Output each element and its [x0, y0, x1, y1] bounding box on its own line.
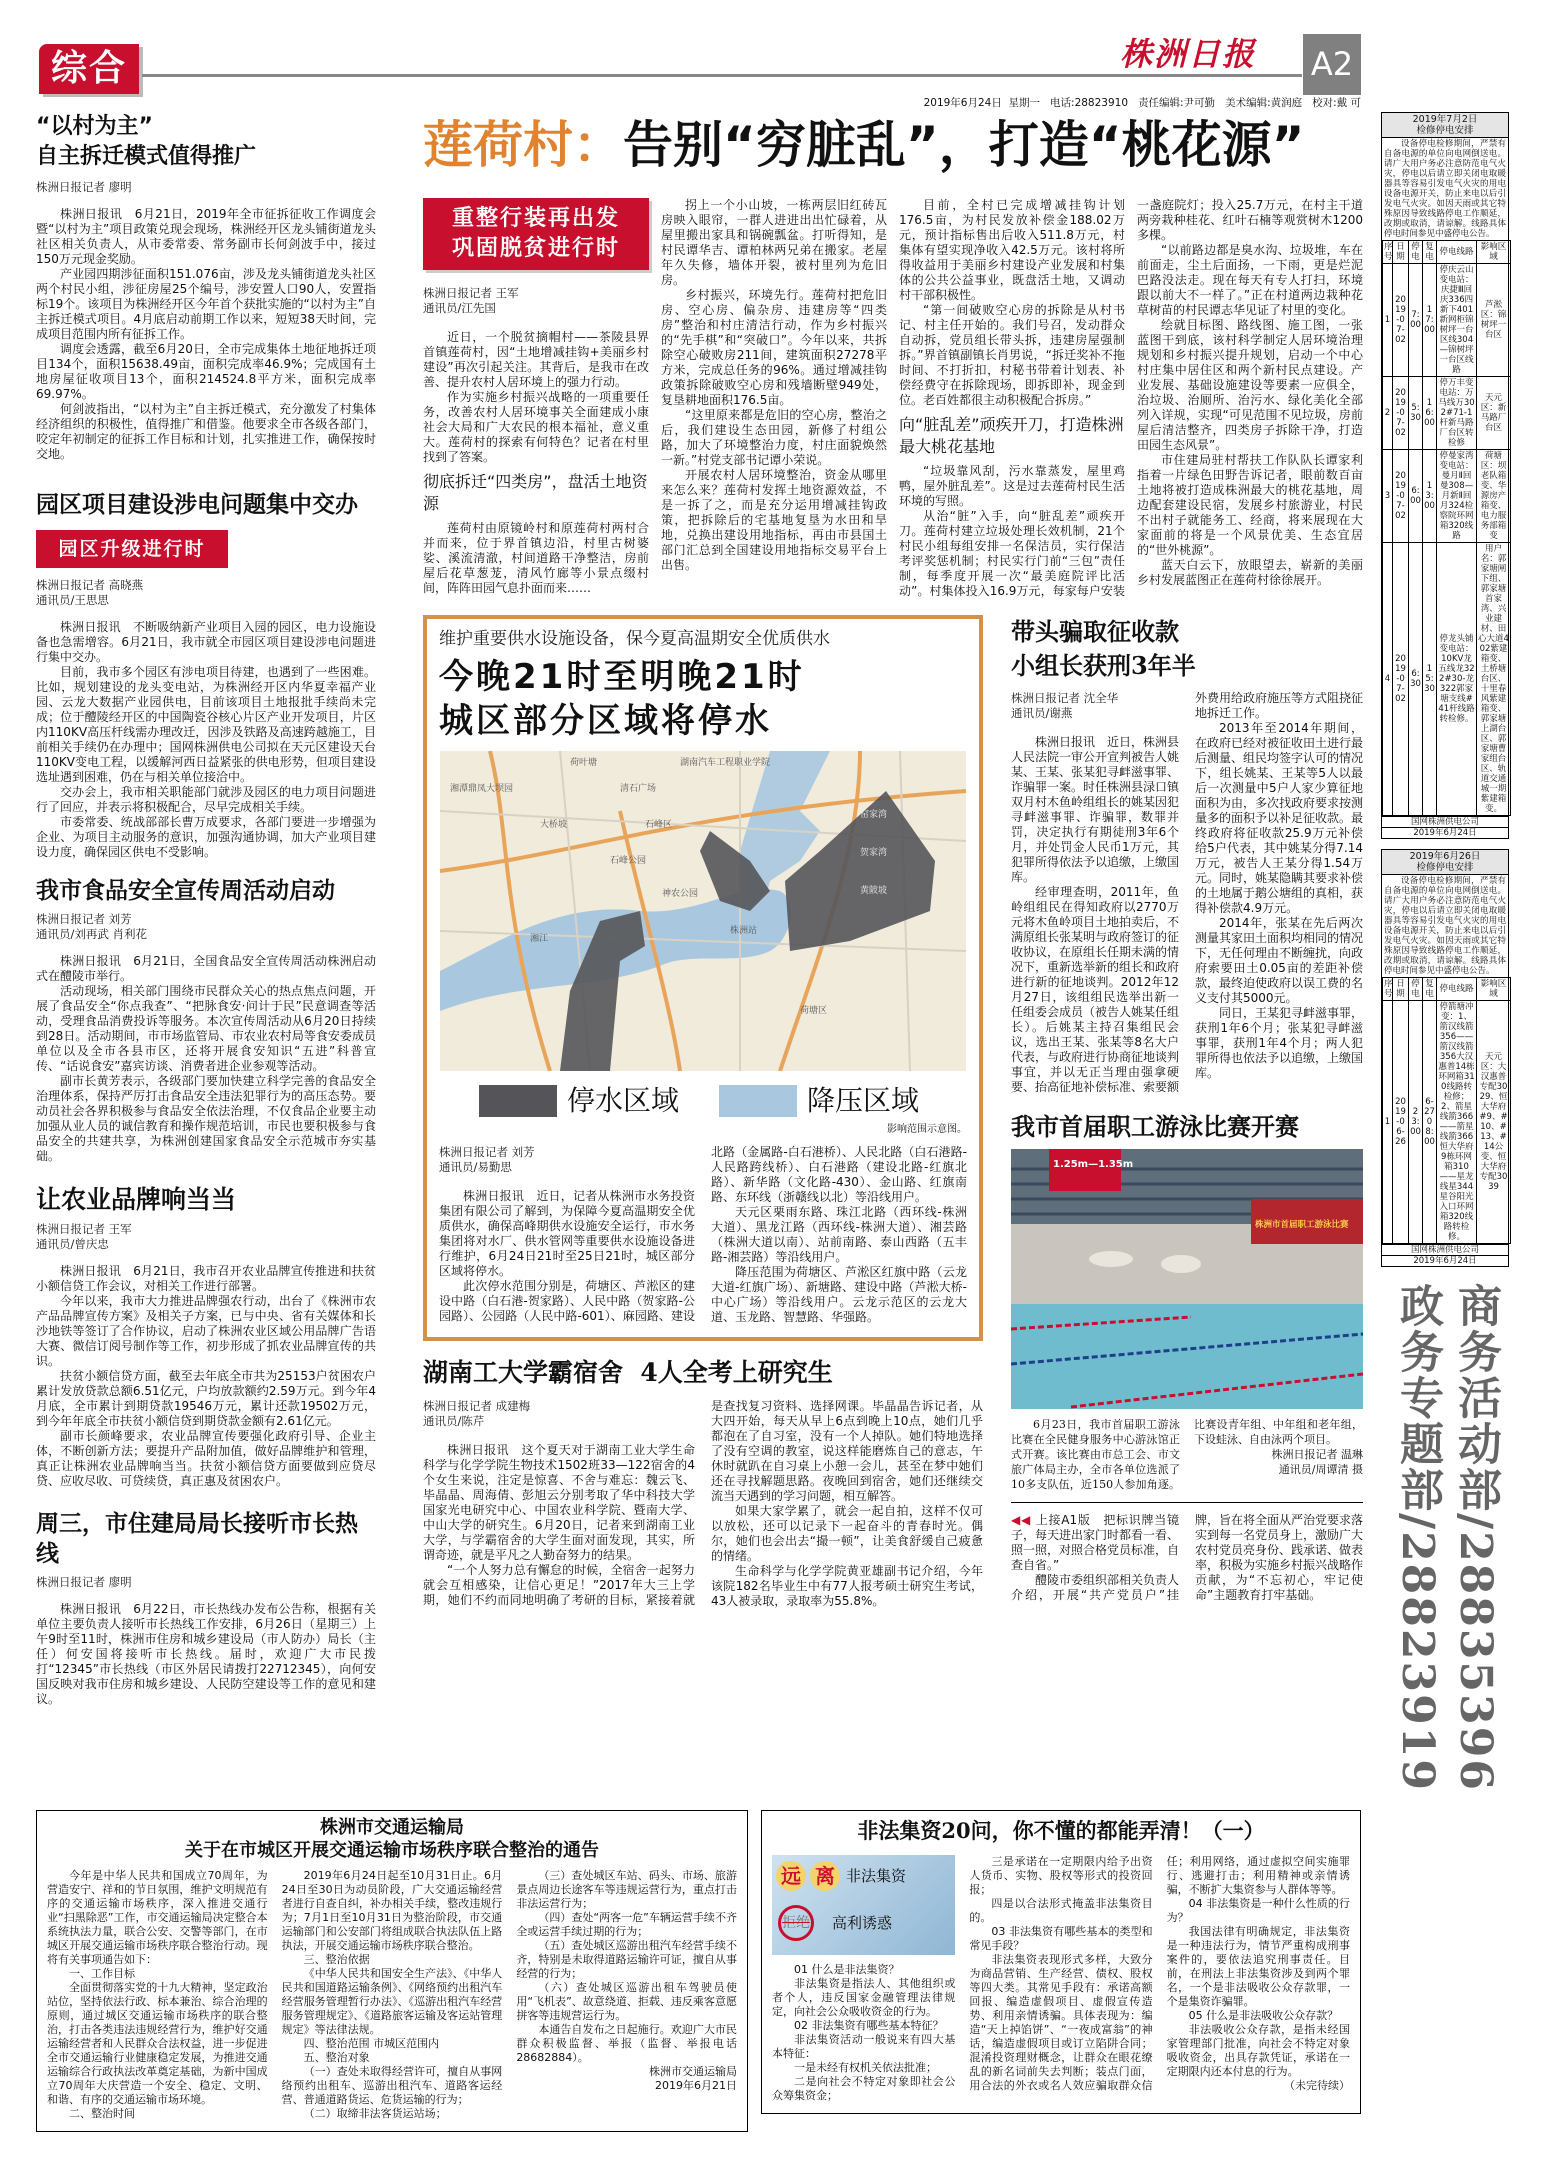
- table-row: [1383, 264, 1511, 377]
- article-title: 我市首届职工游泳比赛开赛: [1011, 1112, 1299, 1141]
- lead-headline-text: 告别“穷脏乱”，打造“桃花源”: [623, 116, 1305, 174]
- illustration-text: 高利诱惑: [832, 1914, 893, 1932]
- center-lower-right: [1011, 615, 1363, 1603]
- paragraph: 非法集资活动一般说来有四大基本特征：: [772, 2033, 956, 2060]
- table-cell: 芦淞区：锦树坪一台区: [1477, 264, 1511, 377]
- paragraph: “第一间破败空心房的拆除是从村书记、村主任开始的。我们号召，发动群众自动拆，党员组长带头拆，违建房屋强制拆。”界首镇副镇长肖男说，“拆迁奖补不拖时间、不打折扣，村秘书带着计划表、补偿经费守在拆除现场，即拆即补，现金到位。老百姓都很主动积极配合拆房。”: [899, 303, 1125, 407]
- transport-notice: [36, 1810, 748, 2132]
- column-header: 序号: [1384, 979, 1393, 999]
- table-cell: 2019-06-26: [1393, 1001, 1409, 1244]
- table-cell: 7:00: [1409, 264, 1423, 377]
- notice-date: 2019年6月21日: [654, 2079, 737, 2092]
- paragraph: 生命科学与化学学院黄亚雄副书记介绍，今年该院182名毕业生中有77人报考硕士研究生考试，43人被录取，录取率为55.8%。: [711, 1564, 983, 1608]
- paragraph: 三是承诺在一定期限内给予出资人货币、实物、股权等形式的投资回报；: [969, 1855, 1153, 1896]
- paragraph: 调度会透露，截至6月20日，全市完成集体土地征地拆迁项目134个，面积15638.49亩，面积完成率46.9%；完成国有土地房屋征收项目13个，面积214524.8平方米，面积完成率69.97%。: [36, 342, 376, 401]
- section-heading: 向“脏乱差”顽疾开刀，打造株洲最大桃花基地: [899, 415, 1124, 456]
- headline: [439, 655, 967, 743]
- paragraph: 株洲日报讯 近日，记者从株洲市水务投资集团有限公司了解到，为保障今夏高温期安全优质供水，确保高峰期供水设施安全运行，市水务集团将对水厂、供水管网等重要供水设施设备进行维护，6月24日21时至25日21时，城区部分区域将停水。: [439, 1189, 695, 1278]
- paragraph: 株洲日报讯 这个夏天对于湖南工业大学生命科学与化学学院生物技术1502班33—122宿舍的4个女生来说，注定是惊喜、不舍与难忘：魏云飞、毕晶晶、周海倩、彭旭云分别考取了华中科技大学国家光电研究中心、中国农业科学院、暨南大学、中山大学的研究生。6月20日，记者来到湖南工业大学，与学霸宿舍的大学生面对面发现，其实，所谓奇迹，就是平凡之人勤奋努力的结果。: [423, 1443, 695, 1562]
- paragraph: （二）取缔非法客货运站场；: [303, 2107, 447, 2120]
- article-body: [36, 1602, 376, 1707]
- column-header: 影响区域: [1477, 978, 1511, 1001]
- dateline: 2019年6月24日 星期一 电话:28823910 责任编辑:尹可勤 美术编辑:黄润庭 校对:戴 可: [923, 97, 1361, 109]
- left-column: [36, 112, 376, 1707]
- article-title: 让农业品牌响当当: [36, 1185, 237, 1214]
- map-label: 神农公园: [662, 889, 699, 899]
- paragraph: 03 非法集资有哪些基本的类型和常见手段？: [969, 1925, 1153, 1952]
- paragraph: 今年是中华人民共和国成立70周年，为营造安宁、祥和的节日氛围，维护文明规范有序的交通运输市场秩序，深入推进交通行业“扫黑除恶”工作，市交通运输局决定整合本系统执法力量，联合公安、交警等部门，在市城区开展交通运输市场秩序联合整治行动。现将有关事项通告如下：: [47, 1869, 268, 1966]
- paragraph: 二是向社会不特定对象即社会公众筹集资金；: [772, 2075, 956, 2102]
- paragraph: 株洲日报讯 近日，株洲县人民法院一审公开宣判被告人姚某、王某、张某犯寻衅滋事罪、诈骗罪一案。时任株洲县渌口镇双月村木鱼岭组组长的姚某因犯寻衅滋事罪、诈骗罪，数罪并罚，决定执行有期徒刑3年6个月，并处罚金人民币1万元，其犯罪所得依法予以追缴，上缴国库。: [1011, 735, 1180, 884]
- illustration-text: 拒绝: [782, 1915, 810, 1931]
- notice-title: 株洲市交通运输局: [320, 1817, 464, 1838]
- map-label: 湖南汽车工程职业学院: [680, 758, 771, 768]
- paragraph: 05 什么是非法吸收公众存款？: [1188, 2009, 1339, 2022]
- paragraph: 株洲日报讯 6月22日，市长热线办发布公告称，根据有关单位主要负责人接听市长热线工作安排，6月26日（星期三）上午9时至11时，株洲市住房和城乡建设局（市人防办）局长（主任）何安国将接听市长热线。届时，欢迎广大市民拨打“12345”市长热线（市区外居民请拨打22712345），向何安国反映对我市住房和城乡建设、人民防空建设等工作的意见和建议。: [36, 1602, 376, 1706]
- schedule-table: [1382, 977, 1511, 1244]
- table-cell: 1: [1383, 1001, 1393, 1244]
- paragraph: 市委常委、统战部部长曹万成要求，各部门要进一步增强为企业、为项目主动服务的意识，加强沟通协调，加大产业项目建设力度，确保园区供电不受影响。: [36, 815, 376, 859]
- paragraph: 天元区栗雨东路、珠江北路（西环线-株洲大道）、黑龙江路（西环线-株洲大道）、湘芸路（株洲大道以南）、站前南路、泰山西路（五丰路-湘芸路）等沿线用户。: [711, 1205, 967, 1264]
- notice-signature: 株洲市交通运输局: [648, 2065, 737, 2078]
- table-cell: 停箭塘冲变：1、箭汉线箭356——箭汉线箭356大汉惠普14栋环网箱310线路转检修；2、箭星线箭366——箭星线箭366恒大华府9栋环网箱310——星龙线星344星谷阳光入口环网箱320线路转检修。: [1438, 1002, 1475, 1242]
- water-article: [439, 1145, 967, 1325]
- table-cell: 6:00: [1409, 450, 1423, 543]
- divider: [1011, 1502, 1363, 1503]
- paragraph: 何剑波指出，“以村为主”自主拆迁模式，充分激发了村集体经济组织的积极性，值得推广和借鉴。他要求全市各级各部门，咬定年初制定的征拆工作目标和计划，扎实推进工作，确保按时交地。: [36, 402, 376, 461]
- paragraph: 目前，全村已完成增减挂钩计划176.5亩，为村民发放补偿金188.02万元，预计指标售出后收入511.8万元，村集体有望实现净收入42.5万元。该村将所得收益用于美丽乡村建设产业发展和村集体的公共公益事业，既盘活土地，又调动村干部积极性。: [899, 198, 1125, 302]
- paragraph: 株洲日报讯 6月21日，全国食品安全宣传周活动株洲启动式在醴陵市举行。: [36, 954, 376, 983]
- paragraph: 如果大家学累了，就会一起自拍，这样不仅可以放松，还可以记录下一起奋斗的青春时光。偶尔，她们也会出去“撮一顿”，让美食舒缓自己疲惫的情绪。: [711, 1504, 983, 1563]
- paragraph: 我国法律有明确规定，非法集资是一种违法行为，情节严重构成刑事案件的，要依法追究刑事责任。目前，在刑法上非法集资涉及到两个罪名，一个是非法吸收公众存款罪，一个是集资诈骗罪。: [1166, 1925, 1350, 2008]
- article-body: [36, 1264, 376, 1489]
- illustration-char: 离: [810, 1861, 840, 1891]
- paragraph: 04 非法集资是一种什么性质的行为？: [1166, 1897, 1350, 1924]
- table-cell: 5:30: [1409, 377, 1423, 450]
- table-cell: 停万丰变电站：万马线万302#71-1杆新马路厂台区转检修: [1438, 378, 1475, 448]
- paragraph: 株洲日报讯 6月21日，我市召开农业品牌宣传推进和扶贫小额信贷工作会议，对相关工作进行部署。: [36, 1264, 376, 1293]
- paragraph: （三）查处城区车站、码头、市场、旅游景点周边长途客车等违规运营行为，重点打击非法运营行为；: [516, 1869, 737, 1910]
- article-title: 湖南工大学霸宿舍 4人全考上研究生: [423, 1358, 833, 1387]
- table-cell: 16:00: [1423, 377, 1437, 450]
- depth-sign-text: 1.25m—1.35m: [1053, 1159, 1134, 1170]
- byline: 株洲日报记者 刘芳: [439, 1145, 535, 1159]
- byline: 通讯员/陈芹: [423, 1414, 485, 1428]
- map-legend: [439, 1083, 967, 1119]
- paragraph: 作为实施乡村振兴战略的一项重要任务，改善农村人居环境事关全面建成小康社会大局和广大农民的根本福祉，意义重大。莲荷村的探索有何特色？记者在村里找到了答案。: [423, 390, 649, 464]
- photo-credit: 通讯员/周谭清 摄: [1278, 1463, 1363, 1476]
- schedule-title: 检修停电安排: [1416, 862, 1474, 873]
- paragraph: 市住建局驻村帮扶工作队队长谭家利指着一片绿色田野告诉记者，眼前数百亩土地将被打造成株洲最大的桃花基地，周边配套建设民宿，发展乡村旅游业，村民不出村子就能务工、经商，将来展现在大家面前的将是一个风景优美、生态宜居的“世外桃源”。: [1137, 453, 1363, 557]
- article-body: [36, 207, 376, 462]
- table-header-row: [1383, 978, 1511, 1001]
- paragraph: 降压范围为荷塘区、芦淞区红旗中路（云龙大道-红旗广场）、新塘路、建设中路（芦淞大桥-中心广场）等沿线用户。云龙示范区的云龙大道、玉龙路、智慧路、华强路。: [711, 1265, 967, 1324]
- department-phone: 商务活动部/28835396: [1450, 1283, 1501, 1792]
- column-header: 序号: [1384, 242, 1393, 262]
- schedule-note: 设备停电检修期间，严禁有自备电源的单位向电网倒送电。请广大用户务必注意防范电气火灾，停电以后请立即关闭电取暖器具等容易引发电气火灾的用电设备电源开关，防止来电以后引发电气火灾。如因天雨或其它特殊原因导致线路停电工作顺延，改期或取消，请谅解。线路具体停电时间参见中盛停电公告。: [1384, 139, 1506, 239]
- schedule-header: [1382, 850, 1508, 875]
- paragraph: 副市长颜峰要求，农业品牌宣传要强化政府引导、企业主体，不断创新方法；要提升产品附加值，做好品牌维护和管理，真正让株洲农业品牌响当当。扶贫小额信贷方面要做到应贷尽贷、应收尽收、可贷续贷，真正惠及贫困农户。: [36, 1429, 376, 1488]
- title-line: 小组长获刑3年半: [1011, 651, 1196, 680]
- paragraph: （六）查处城区巡游出租车驾驶员使用“飞机表”、故意绕道、拒载、违反乘客意愿拼客等违规营运行为。: [516, 1981, 737, 2022]
- article-title: “以村为主”: [36, 114, 153, 139]
- table-row: [1383, 1001, 1511, 1244]
- map-label: 湘江: [530, 934, 549, 944]
- byline: 通讯员/曾庆忠: [36, 1237, 109, 1251]
- paragraph: 株洲日报讯 6月21日，2019年全市征拆征收工作调度会暨“以村为主”项目政策兑现会现场，株洲经开区龙头铺街道龙头社区相关负责人，从市委常委、常务副市长何剑波手中，接过150万元现金奖励。: [36, 207, 376, 266]
- table-cell: 停曼家湾变电站：曼月Ⅱ回曼308—月新Ⅱ回月324检察院环网箱320线路: [1437, 450, 1477, 543]
- paragraph: 四、整治范围 市城区范围内: [303, 2037, 440, 2050]
- center-area: [423, 112, 1363, 1609]
- byline: 株洲日报记者 王军: [36, 1222, 132, 1236]
- map-label: 贺家湾: [860, 848, 888, 858]
- map-label: 荷叶塘: [570, 758, 598, 768]
- hut-article: [423, 1399, 983, 1609]
- table-cell: 天元区：大汉惠普专配3029、恒大华府#9、#10、#13、#14公变、恒大华府专配3039: [1477, 1001, 1511, 1244]
- legend-outage-label: 停水区域: [567, 1084, 680, 1117]
- article-title: 自主拆迁模式值得推广: [36, 144, 257, 169]
- table-cell: 1: [1383, 264, 1393, 377]
- paragraph: 一、工作目标: [69, 1967, 135, 1980]
- photo-credit: 株洲日报记者 温琳: [1271, 1448, 1363, 1461]
- article-title: 园区项目建设涉电问题集中交办: [36, 492, 358, 518]
- column-header: 停电线路: [1437, 978, 1477, 1001]
- table-row: [1383, 543, 1511, 816]
- headline-line: 城区部分区域将停水: [439, 701, 772, 741]
- legend-lowpressure-swatch: [719, 1085, 797, 1117]
- pool: [1011, 1304, 1363, 1409]
- paragraph: 近日，一个脱贫摘帽村——茶陵县界首镇莲荷村，因“土地增减挂钩+美丽乡村建设”再次引起关注。其背后，是我市在改善、提升农村人居环境上的强力行动。: [423, 330, 649, 389]
- table-cell: 天元区：新马路厂台区: [1477, 377, 1511, 450]
- header-rule: [142, 74, 1302, 77]
- continued-label: 上接A1版: [1035, 1513, 1091, 1527]
- paragraph: 今年以来，我市大力推进品牌强农行动，出台了《株洲市农产品品牌宣传方案》及相关子方案，已与中央、省有关媒体和长沙地铁等签订了合作协议，启动了株洲农业区域公用品牌广告语大赛、微信订阅号制作等工作，初步形成了抓农业品牌宣传的共识。: [36, 1294, 376, 1368]
- legend-lowpressure-label: 降压区域: [807, 1084, 920, 1117]
- paragraph: （四）查处“两客一危”车辆运营手续不齐全或运营手续过期的行为；: [516, 1911, 737, 1938]
- event-banner-text: 株洲市首届职工游泳比赛: [1255, 1220, 1349, 1230]
- article-body: [36, 954, 376, 1164]
- article-body: [36, 620, 376, 860]
- byline: 株洲日报记者 王军: [423, 286, 519, 300]
- byline: 株洲日报记者 高晓燕: [36, 578, 144, 592]
- tag-line: 巩固脱贫进行时: [451, 236, 620, 261]
- paragraph: 一是未经有权机关依法批准；: [794, 2061, 937, 2074]
- page-number: A2: [1303, 34, 1361, 95]
- paragraph: （五）查处城区巡游出租汽车经营手续不齐，特别是未取得道路运输许可证，擅自从事经营的行为；: [516, 1939, 737, 1980]
- continued-arrow-icon: ◀◀: [1011, 1513, 1036, 1527]
- paragraph: 2014年，张某在先后两次测量其家田土面积均相同的情况下，无任何理由不断缠扰，向政府索要田土0.05亩的差距补偿款，最终迫使政府以误工费的名义支付其5000元。: [1195, 916, 1364, 1005]
- continued-paragraph: 醴陵市委组织部相关负责人介绍，开展“共产党员户”挂牌，旨在将全面从严治党要求落实到每一名党员身上，激励广大农村党员亮身份、践承诺、做表率，积极为实施乡村振兴战略作贡献，为“不忘初心，牢记使命”主题教育打牢基础。: [1011, 1513, 1364, 1602]
- table-cell: 荷塘区：坝老队箱变、华源房产箱变、电力服务部箱变: [1477, 450, 1511, 543]
- illustration-char: 远: [776, 1861, 806, 1891]
- map-label: 荷塘区: [800, 1006, 828, 1016]
- center-lower-left: [423, 615, 983, 1609]
- tag-line: 重整行装再出发: [451, 206, 620, 231]
- byline: 株洲日报记者 成建梅: [423, 1399, 531, 1413]
- column-tag: [423, 198, 649, 270]
- paragraph: 从治“脏”入手，向“脏乱差”顽疾开刀。莲荷村建立垃圾处理长效机制，21个村民小组每组安排一名保洁员，实行保洁考评奖惩机制；村民实行门前“三包”责任制，每季度开展一次“最美庭院评比活动”。村集体投入16.9万元，每家每户安装一盏庭院灯；投入25.7万元，在村主干道两旁栽种桂花、红叶石楠等观赏树木1200多棵。: [899, 198, 1363, 598]
- table-cell: 3: [1383, 450, 1393, 543]
- paragraph: 非法集资表现形式多样，大致分为商品营销、生产经营、债权、股权等四大类。其常见手段有：承诺高额回报、编造虚假项目、虚假宣传造势、利用亲情诱骗。具体表现为：编造“天上掉馅饼”、“一夜成富翁”的神话，编造虚假项目或订立陷阱合同；混淆投资理财概念，让群众在眼花缭乱的新名词前失去判断；装点门面，用合法的外衣或名人效应骗取群众信任；利用网络，通过虚拟空间实施罪行、逃避打击；利用精神或亲情诱骗，不断扩大集资参与人群体等等。: [969, 1855, 1350, 2092]
- paragraph: 株洲日报讯 不断吸纳新产业项目入园的园区，电力设施设备也急需增容。6月21日，我市就全市园区项目建设涉电问题进行集中交办。: [36, 620, 376, 664]
- byline: 通讯员/江先国: [423, 301, 496, 315]
- lead-article: [423, 198, 1363, 599]
- map-label: 石峰区: [645, 820, 673, 830]
- table-cell: 13:00: [1423, 450, 1437, 543]
- column-header: 复电: [1423, 241, 1437, 264]
- fraud-illustration: [772, 1855, 955, 1955]
- department-phone: 政务专题部/28823919: [1392, 1283, 1443, 1792]
- paragraph: “一个人努力总有懈怠的时候，全宿舍一起努力就会互相感染，让信心更足！”2017年大三上学期，她们不约而同地明确了考研的目标，紧接着就是查找复习资料、选择网课。毕晶晶告诉记者，从大四开始，每天从早上6点到晚上10点，她们几乎都泡在了自习室，没有一个人掉队。她们特地选择了没有空调的教室，说这样能磨炼自己的意志，午休时就趴在自习桌上小憩一会儿，甚至在梦中她们还在寻找解题思路。夜晚回到宿舍，她们还继续交流当天遇到的学习问题，相互解答。: [423, 1399, 983, 1607]
- photo-caption: [1011, 1417, 1363, 1492]
- paragraph: 2019年6月24日起至10月31日止。6月24日至30日为动员阶段，广大交通运输经营者进行自查自纠，补办相关手续，整改违规行为；7月1日至10月31日为整治阶段，市交通运输部门和公安部门将组成联合执法队伍上路执法，开展交通运输市场秩序联合整治。: [281, 1869, 503, 1952]
- table-cell: 停庆云山变电站：庆捷Ⅲ回庆336四新下401新网柜锦树坪一台区线304—锦树坪一台区线路: [1437, 264, 1477, 377]
- headline-line: 今晚21时至明晚21时: [439, 657, 805, 697]
- byline: 通讯员/刘再武 肖利花: [36, 927, 148, 941]
- schedule-issued: 2019年6月24日: [1382, 1255, 1508, 1266]
- table-cell: 6-27 08:00: [1423, 1001, 1437, 1244]
- table-cell: 停龙头铺变电站：10KV龙五线龙322#30-龙322郭家塘支线#41杆线路转检修。: [1437, 543, 1477, 816]
- byline: 株洲日报记者 沈全华: [1011, 691, 1119, 705]
- paragraph: “这里原来都是危旧的空心房，整治之后，我们建设生态田园，新修了村组公路，加大了环境整治力度，村庄面貌焕然一新。”村党支部书记谭小荣说。: [661, 408, 887, 467]
- paragraph: 非法集资是指法人、其他组织或者个人，违反国家金融管理法律规定，向社会公众吸收资金的行为。: [772, 1977, 956, 2018]
- table-cell: 17:00: [1423, 264, 1437, 377]
- paragraph: 二、整治时间: [69, 2107, 135, 2120]
- outage-sidebar: [1381, 112, 1511, 1792]
- schedule-date: 2019年7月2日: [1412, 114, 1478, 125]
- legend-outage-swatch: [479, 1085, 557, 1117]
- map-label: 清石广场: [620, 784, 657, 794]
- article-title: 周三，市住建局局长接听市长热线: [36, 1510, 358, 1567]
- paragraph: 本通告自发布之日起施行。欢迎广大市民群众积极监督、举报（监督、举报电话28682884）。: [516, 2023, 737, 2064]
- byline: 通讯员/易勤思: [439, 1160, 512, 1174]
- paragraph: 目前，我市多个园区有涉电项目待建，也遇到了一些困难。比如，规划建设的龙头变电站，为株洲经开区内华夏幸福产业园、云龙大数据产业园供电，目前该项目土地报批手续尚未完成；位于醴陵经开区的中国陶瓷谷核心片区产业开发项目，片区内110KV高压杆线需办理改迁，因涉及铁路及高速跨越施工，目前相关手续仍在办理中；国网株洲供电公司拟在天元区建设天台110KV变电工程，以缓解河西日益紧张的供电形势，但项目建设选址遇到困难，仍在与相关单位接洽中。: [36, 665, 376, 784]
- article-body: [423, 1399, 983, 1609]
- map-label: 大桥坡: [540, 820, 568, 830]
- table-cell: 用户名：郭家塘闸下组、郭家塘首家湾、兴业建材、田心大道402紫建箱变、土桥塘台区、十里春风紫建箱变、郭家塘上湖台区、郭家塘曹家组台区、轨道交通城一期紫建箱变。: [1478, 544, 1509, 814]
- paragraph: 莲荷村由原镜岭村和原莲荷村两村合并而来，位于界首镇边沿，村里古树婆娑、溪流清澈，村间道路干净整洁，房前屋后花草葱茏，清风竹廊等小景点缀村间，阵阵田园气息扑面而来……: [423, 521, 649, 595]
- to-be-continued: （未完待续）: [1283, 2079, 1350, 2092]
- schedule-table: [1382, 240, 1511, 816]
- table-cell: 15:30: [1423, 543, 1437, 816]
- paragraph: 拐上一个小山坡，一栋两层旧红砖瓦房映入眼帘，一群人进进出出忙碌着，从屋里搬出家具和锅碗瓢盆。打听得知，是村民谭华吉、谭柏林两兄弟在搬家。老屋年久失修，墙体开裂，被村里列为危旧房。: [661, 198, 887, 287]
- byline: 株洲日报记者 刘芳: [36, 912, 132, 926]
- continued-article: [1011, 1513, 1363, 1603]
- map-caption: 影响范围示意图。: [887, 1124, 967, 1135]
- schedule-company: 国网株洲供电公司: [1382, 816, 1508, 827]
- depth-sign: [1049, 1149, 1121, 1191]
- notice-title: 关于在市城区开展交通运输市场秩序联合整治的通告: [185, 1840, 599, 1861]
- byline: 通讯员/谢燕: [1011, 706, 1073, 720]
- paragraph: 2013年至2014年期间，在政府已经对被征收田土进行最后测量、组民均签字认可的情况下，组长姚某、王某等5人以最后一次测量中5户人家少算征地面积为由，多次找政府要求按测量多的面积予以补足征收款。最终政府将征收款25.9万元补偿给5户代表，其中姚某分得7.14万元，被告人王某分得1.54万元。同时，姚某隐瞒其要求补偿的土地属于鹅公塘组的真相，获得补偿款4.9万元。: [1195, 721, 1364, 915]
- table-header-row: [1383, 241, 1511, 264]
- paragraph: 01 什么是非法集资？: [794, 1963, 900, 1976]
- paragraph: 非法吸收公众存款，是指未经国家管理部门批准，向社会不特定对象吸收资金，出具存款凭证，承诺在一定期限内还本付息的行为。: [1166, 2023, 1350, 2078]
- paper-logo: 株洲日报: [1120, 35, 1257, 73]
- table-cell: 23:00: [1409, 1001, 1423, 1244]
- center-lower: [423, 615, 1363, 1609]
- paragraph: 蓝天白云下，放眼望去，崭新的美丽乡村发展蓝图正在莲荷村徐徐展开。: [1137, 558, 1363, 587]
- continued-paragraph: [1011, 1513, 1179, 1573]
- fraud-body: [772, 1855, 1350, 2103]
- section-heading: 彻底拆迁“四类房”，盘活土地资源: [423, 472, 648, 513]
- table-cell: 2019-07-02: [1393, 264, 1409, 377]
- map-label: 湘潭鼎凤大坝园: [450, 784, 514, 794]
- paragraph: 三、整治依据: [303, 1953, 370, 1966]
- fraud-title: 非法集资20问，你不懂的都能弄清！（一）: [857, 1818, 1265, 1843]
- schedule-date: 2019年6月26日: [1409, 851, 1481, 862]
- byline: 株洲日报记者 廖明: [36, 1575, 132, 1589]
- byline: 通讯员/王思思: [36, 593, 109, 607]
- paragraph: 副市长黄芳表示，各级部门要加快建立科学完善的食品安全治理体系，保持严厉打击食品安全违法犯罪行为的高压态势。要动员社会各界积极参与食品安全依法治理，不仅食品企业要主动加强从业人员的诚信教育和操作规范培训，市民也要积极参与食品安全的共建共享，为株洲创建国家食品安全示范城市夯实基础。: [36, 1074, 376, 1163]
- paragraph: 全面贯彻落实党的十九大精神，坚定政治站位，坚持依法行政、标本兼治、综合治理的原则，通过城区交通运输市场秩序的联合整治，打击各类违法违规经营行为，维护好交通运输经营者和人民群众合法权益，进一步促进全市交通运输行业健康稳定发展，为推进交通运输综合行政执法改革奠定基础，为新中国成立70周年大庆营造一个安全、稳定、文明、和谐、有序的交通运输市场环境。: [47, 1981, 268, 2106]
- column-header: 停电线路: [1437, 241, 1477, 264]
- water-outage-box: [423, 615, 983, 1341]
- bottom-section: [0, 1792, 1560, 2162]
- paragraph: “以前路边都是臭水沟、垃圾堆，车在前面走，尘土后面扬，一下雨，更是烂泥巴路没法走。现在每天有专人打扫，环境跟以前大不一样了。”正在村道两边栽种花草树苗的村民谭志华见证了村里的变化。: [1137, 243, 1363, 317]
- table-row: [1383, 450, 1511, 543]
- notice-body: [47, 1869, 737, 2121]
- table-row: [1383, 377, 1511, 450]
- fraud-faq: [761, 1810, 1361, 2114]
- paragraph: （一）查处未取得经营许可，擅自从事网络预约出租车、巡游出租汽车、道路客运经营、普通道路货运、危货运输的行为；: [281, 2065, 503, 2106]
- paragraph: 产业园四期涉征面积151.076亩，涉及龙头铺街道龙头社区两个村民小组，涉征房屋25个编号，涉安置人口90人，安置指标19个。该项目为株洲经开区今年首个获批实施的“以村为主”自主拆迁模式项目。4月底启动前期工作以来，短短38天时间，完成项目范围内所有征拆工作。: [36, 267, 376, 341]
- section-badge: 综合: [39, 44, 139, 94]
- caption-text: 6月23日，我市首届职工游泳比赛在全民健身服务中心游泳馆正式开赛。该比赛由市总工会、市文旅广体局主办，全市各单位选派了10多支队伍，近150人参加角逐。比赛设青年组、中年组和老年组，下设蛙泳、自由泳两个项目。: [1011, 1418, 1363, 1491]
- schedule-title: 检修停电安排: [1416, 125, 1474, 136]
- article-title: 我市食品安全宣传周活动启动: [36, 878, 335, 904]
- byline: 株洲日报记者 廖明: [36, 180, 132, 194]
- paragraph: 活动现场，相关部门围绕市民群众关心的热点焦点问题，开展了食品安全“你点我查”、“把脉食安·问计于民”民意调查等活动，受理食品消费投诉等服务。本次宣传周活动从6月20日持续到28日。活动期间，市市场监管局、市农业农村局等食安委成员单位以及全市各县市区，还将开展食安知识“五进”科普宣传、“话说食安”嘉宾访谈、消费者进企业参观等活动。: [36, 984, 376, 1073]
- outage-map: [439, 751, 967, 1071]
- column-header: 停电: [1409, 241, 1423, 264]
- swimming-photo: [1011, 1149, 1363, 1409]
- map-label: 黄陂坡: [860, 886, 888, 896]
- table-cell: 6:30: [1409, 543, 1423, 816]
- court-article: [1011, 691, 1363, 1095]
- paragraph: 绘就目标图、路线图、施工图，一张蓝图干到底，该村科学制定人居环境治理规划和乡村振兴提升规划，启动一个中心村庄集中居住区和两个新村民点建设。产业发展、基础设施建设等要素一应俱全，治垃圾、治厕所、治污水、绿化美化全部列入详规，实现“可见范围不见垃圾，房前屋后清洁整齐，四类房子拆除干净，打造田园生态风景”。: [1137, 318, 1363, 452]
- paragraph: “垃圾靠风刮，污水靠蒸发，屋里鸡鸭，屋外脏乱差”。这是过去莲荷村民生活环境的写照。: [899, 464, 1125, 508]
- paragraph: 扶贫小额信贷方面，截至去年底全市共为25153户贫困农户累计发放贷款总额6.51亿元，户均放款额约2.59万元。到今年4月底，全市累计到期贷款19546万元，累计还款19502万元，到今年年底全市扶贫小额信贷到期贷款金额有2.61亿元。: [36, 1369, 376, 1428]
- lead-headline: [423, 112, 1363, 178]
- table-cell: 2019-07-02: [1393, 543, 1409, 816]
- column-header: 停电: [1409, 978, 1423, 1001]
- paragraph: 02 非法集资有哪些基本特征？: [794, 2019, 944, 2032]
- map-label: 株洲站: [730, 926, 758, 936]
- outage-tables: [1381, 112, 1511, 1267]
- article-body: [1011, 691, 1363, 1095]
- column-header: 日期: [1393, 978, 1409, 1001]
- column-header: 复电: [1423, 978, 1437, 1001]
- department-phones: [1381, 1283, 1511, 1792]
- table-cell: 2: [1383, 377, 1393, 450]
- paragraph: 五、整治对象: [303, 2051, 370, 2064]
- table-cell: 2019-07-02: [1393, 450, 1409, 543]
- table-cell: 2019-07-02: [1393, 377, 1409, 450]
- schedule-company: 国网株洲供电公司: [1382, 1244, 1508, 1255]
- paragraph: 交办会上，我市相关职能部门就涉及园区的电力项目问题进行了回应，并表示将积极配合，尽早完成相关手续。: [36, 785, 376, 814]
- illustration-text: 非法集资: [846, 1867, 907, 1885]
- lead-headline-place: 莲荷村：: [423, 116, 623, 174]
- kicker: 维护重要供水设施设备，保今夏高温期安全优质供水: [439, 629, 830, 649]
- paragraph: 同日，王某犯寻衅滋事罪，获刑1年6个月；张某犯寻衅滋事罪，获刑1年4个月；两人犯罪所得也依法予以追缴，上缴国库。: [1195, 1006, 1364, 1080]
- paragraph: 开展农村人居环境整治，资金从哪里来怎么来？莲荷村发挥土地资源效益，不是一拆了之，而是充分运用增减挂钩政策，把拆除后的宅基地复垦为水田和旱地，兑换出建设用地指标，再由市县国土部门汇总到全国建设用地指标交易平台上出售。: [661, 468, 887, 572]
- paragraph: 此次停水范围分别是，荷塘区、芦淞区的建设中路（白石港-贺家路）、人民中路（贺家路-公园路）、公园路（人民中路-601）、麻园路、建设北路（金属路-白石港桥）、人民北路（白石港路-人民路跨线桥）、白石港路（建设北路-红旗北路）、新华路（文化路-430）、金山路、红旗南路、东环线（浙赣线以北）等沿线用户。: [439, 1145, 967, 1323]
- title-line: 带头骗取征收款: [1011, 617, 1179, 646]
- paragraph: 乡村振兴，环境先行。莲荷村把危旧房、空心房、偏杂房、违建房等“四类房”整治和村庄清洁行动，作为乡村振兴的“先手棋”和“突破口”。今年以来，共拆除空心破败房211间，建筑面积27278平方米，完成总任务的96%。通过增减挂钩政策拆除破败空心房和残墙断壁949处，复垦耕地面积176.5亩。: [661, 288, 887, 407]
- map-label: 窑家湾: [860, 810, 888, 820]
- column-header: 日期: [1393, 241, 1409, 264]
- outage-schedule: [1381, 112, 1509, 839]
- schedule-header: [1382, 113, 1508, 138]
- column-tag: 园区升级进行时: [36, 530, 228, 568]
- map-label: 石峰公园: [610, 856, 647, 866]
- column-header: 影响区域: [1477, 241, 1511, 264]
- schedule-issued: 2019年6月24日: [1382, 827, 1508, 838]
- table-cell: 4: [1383, 543, 1393, 816]
- paragraph: 《中华人民共和国安全生产法》、《中华人民共和国道路运输条例》、《网络预约出租汽车经营服务管理暂行办法》、《巡游出租汽车经营服务管理规定》、《道路旅客运输及客运站管理规定》等法律法规。: [281, 1967, 503, 2036]
- outage-schedule: [1381, 849, 1509, 1267]
- paragraph: 四是以合法形式掩盖非法集资目的。: [969, 1897, 1153, 1924]
- article-title: [1011, 615, 1363, 683]
- paragraph: 经审理查明，2011年，鱼岭组组民在得知政府以2770万元将木鱼岭项目土地拍卖后，不满原组长张某明与政府签订的征收协议，在原组长任期未满的情况下，重新选举新的组长和政府进行新的征地谈判。2012年12月27日，该组组民选举出新一任组委会成员（被告人姚某任组长）。后姚某主持召集组民会议，选出王某、张某等8名大户代表，与政府进行协商征地谈判事宜，并以无正当理由强拿硬要、抬高征地补偿标准、索要额外费用给政府施压等方式阻挠征地拆迁工作。: [1011, 691, 1364, 1094]
- continued-text: 把标识牌当镜子，每天进出家门时都看一看、照一照，对照合格党员标准，自查自省。”: [1011, 1513, 1180, 1572]
- schedule-note: 设备停电检修期间，严禁有自备电源的单位向电网倒送电。请广大用户务必注意防范电气火灾，停电以后请立即关闭电取暖器具等容易引发电气火灾的用电设备电源开关，防止来电以后引发电气火灾。如因天雨或其它特殊原因导致线路停电工作顺延，改期或取消，请谅解。线路具体停电时间参见中盛停电公告。: [1384, 876, 1506, 976]
